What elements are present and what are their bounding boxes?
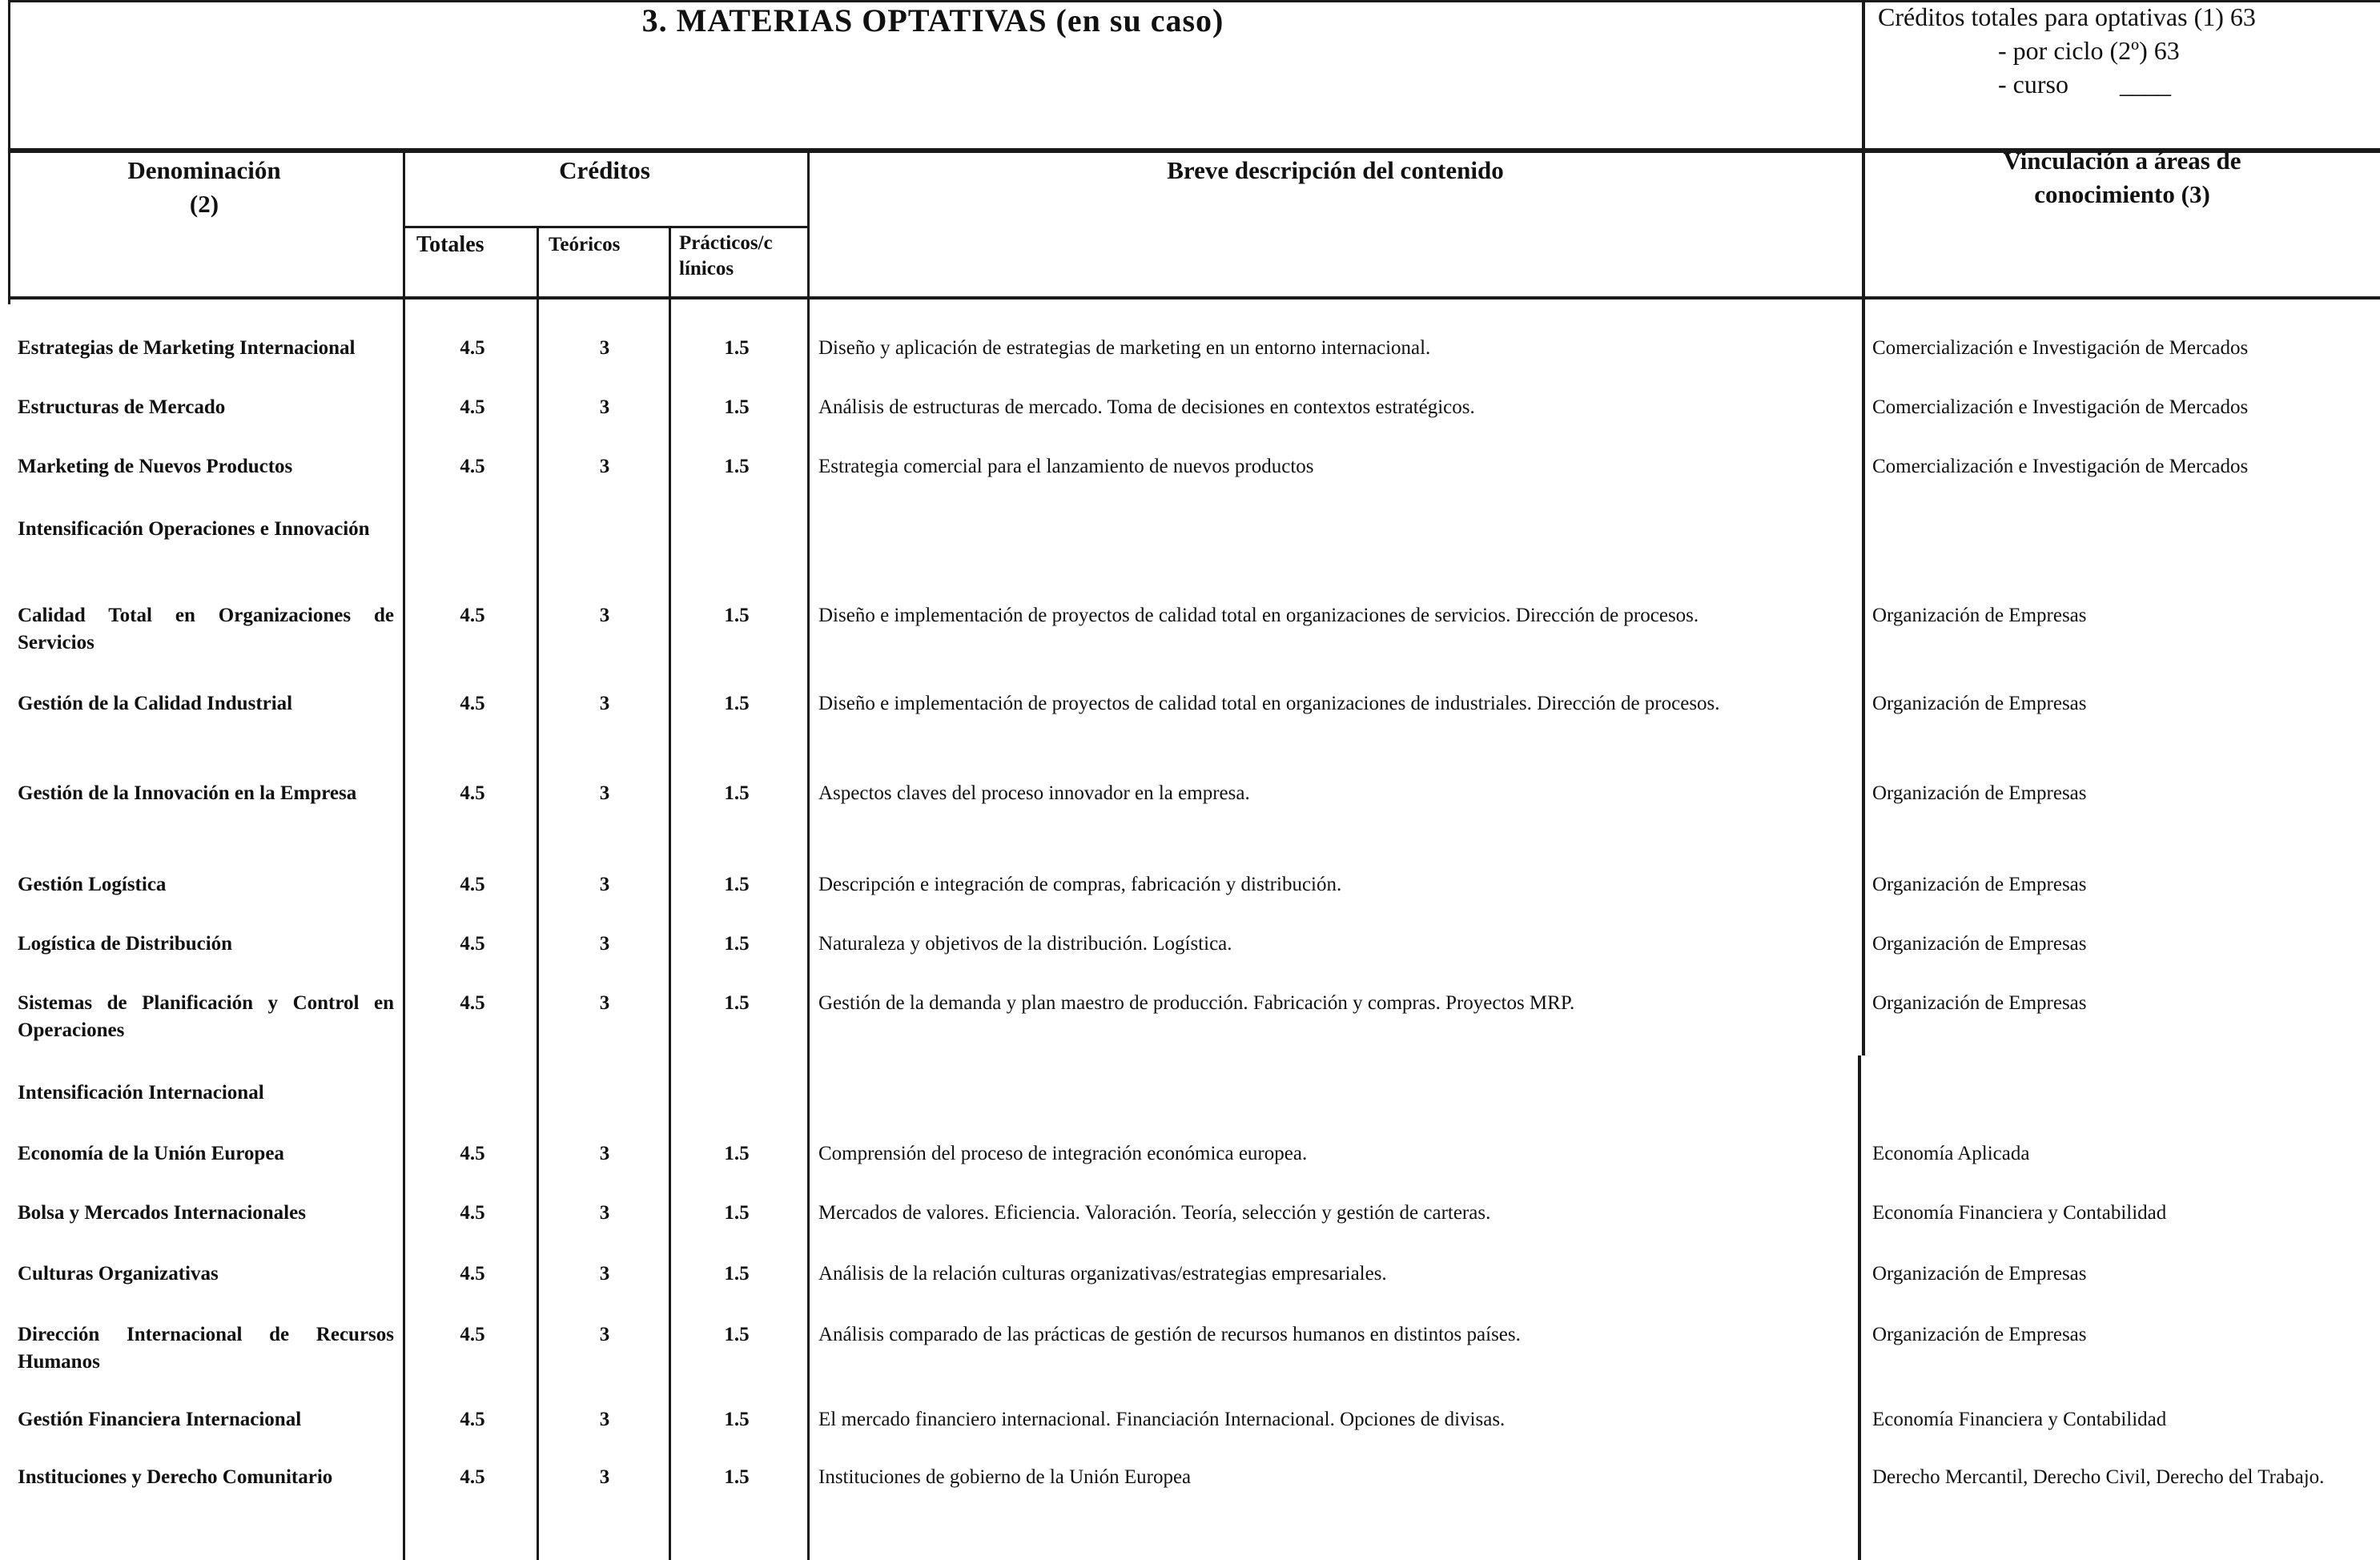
row-area-conocimiento: Derecho Mercantil, Derecho Civil, Derecho del Trabajo.: [1872, 1466, 2325, 1488]
row-creditos-practicos: 1.5: [724, 782, 750, 804]
col-line-5b: [1858, 1055, 1861, 1560]
row-creditos-teoricos: 3: [599, 605, 610, 626]
row-creditos-practicos: 1.5: [724, 337, 750, 359]
row-descripcion: Análisis de estructuras de mercado. Toma de decisiones en contextos estratégicos.: [818, 396, 1475, 418]
row-descripcion: Estrategia comercial para el lanzamiento de nuevos productos: [818, 456, 1314, 477]
row-creditos-totales: 4.5: [460, 337, 485, 359]
col-header-denominacion-note: (2): [189, 190, 219, 218]
row-area-conocimiento: Comercialización e Investigación de Mercados: [1872, 396, 2249, 418]
row-denominacion: Calidad Total en Organizaciones de Servicios: [18, 605, 394, 653]
col-header-practicos-line1: Prácticos/c: [679, 232, 773, 254]
row-denominacion: Marketing de Nuevos Productos: [18, 456, 293, 477]
row-creditos-practicos: 1.5: [724, 693, 750, 714]
row-denominacion: Bolsa y Mercados Internacionales: [18, 1202, 306, 1224]
row-creditos-totales: 4.5: [460, 782, 485, 804]
row-denominacion: Gestión de la Innovación en la Empresa: [18, 782, 357, 804]
col-line-1: [403, 151, 405, 1560]
row-creditos-totales: 4.5: [460, 992, 485, 1014]
col-header-vinculacion-line1: Vinculación a áreas de: [2003, 147, 2241, 175]
row-creditos-teoricos: 3: [599, 1143, 610, 1164]
row-creditos-practicos: 1.5: [724, 1409, 750, 1430]
credits-cycle: - por ciclo (2º) 63: [1998, 36, 2180, 65]
row-denominacion: Sistemas de Planificación y Control en Operaciones: [18, 992, 394, 1041]
row-creditos-teoricos: 3: [599, 992, 610, 1014]
row-creditos-teoricos: 3: [599, 693, 610, 714]
col-header-descripcion: Breve descripción del contenido: [1167, 156, 1504, 184]
header-bottom-divider: [8, 296, 2380, 300]
row-area-conocimiento: Organización de Empresas: [1872, 693, 2087, 714]
row-creditos-totales: 4.5: [460, 1409, 485, 1430]
col-header-creditos: Créditos: [559, 156, 650, 184]
col-header-denominacion-label: Denominación: [127, 156, 281, 184]
credits-summary: [1878, 0, 2256, 101]
row-creditos-totales: 4.5: [460, 396, 485, 418]
row-creditos-totales: 4.5: [460, 1202, 485, 1224]
row-descripcion: Comprensión del proceso de integración económica europea.: [818, 1143, 1308, 1164]
row-creditos-totales: 4.5: [460, 1263, 485, 1285]
row-creditos-totales: 4.5: [460, 1324, 485, 1345]
credits-course: [1878, 67, 2256, 101]
row-creditos-practicos: 1.5: [724, 933, 750, 955]
row-descripcion: El mercado financiero internacional. Financiación Internacional. Opciones de divisas.: [818, 1409, 1506, 1430]
row-area-conocimiento: Organización de Empresas: [1872, 782, 2087, 804]
row-creditos-practicos: 1.5: [724, 1466, 750, 1488]
row-creditos-totales: 4.5: [460, 1466, 485, 1488]
row-area-conocimiento: Organización de Empresas: [1872, 933, 2087, 955]
row-denominacion: Gestión Financiera Internacional: [18, 1409, 302, 1430]
col-line-4: [807, 151, 810, 1560]
row-creditos-totales: 4.5: [460, 693, 485, 714]
row-creditos-teoricos: 3: [599, 933, 610, 955]
col-line-3: [669, 227, 671, 1560]
col-header-totales: Totales: [416, 232, 484, 257]
row-denominacion: Estrategias de Marketing Internacional: [18, 337, 356, 359]
row-creditos-teoricos: 3: [599, 456, 610, 477]
row-area-conocimiento: Organización de Empresas: [1872, 992, 2087, 1014]
credits-subheader-divider: [403, 226, 809, 228]
row-creditos-practicos: 1.5: [724, 1324, 750, 1345]
col-line-2: [537, 227, 539, 1560]
row-creditos-teoricos: 3: [599, 782, 610, 804]
row-denominacion: Economía de la Unión Europea: [18, 1143, 284, 1164]
row-denominacion: Estructuras de Mercado: [18, 396, 226, 418]
credits-course-value: ____: [2119, 70, 2171, 99]
row-creditos-practicos: 1.5: [724, 992, 750, 1014]
col-line-5: [1862, 0, 1865, 1055]
row-area-conocimiento: Organización de Empresas: [1872, 1324, 2087, 1345]
row-area-conocimiento: Economía Financiera y Contabilidad: [1872, 1409, 2167, 1430]
row-creditos-totales: 4.5: [460, 933, 485, 955]
col-header-practicos: [679, 231, 773, 282]
row-descripcion: Diseño y aplicación de estrategias de marketing en un entorno internacional.: [818, 337, 1431, 359]
row-descripcion: Instituciones de gobierno de la Unión Europea: [818, 1466, 1192, 1488]
credits-total: Créditos totales para optativas (1) 63: [1878, 2, 2256, 31]
row-creditos-teoricos: 3: [599, 1466, 610, 1488]
row-descripcion: Análisis comparado de las prácticas de gestión de recursos humanos en distintos países.: [818, 1324, 1521, 1345]
row-area-conocimiento: Economía Financiera y Contabilidad: [1872, 1202, 2167, 1224]
row-descripcion: Aspectos claves del proceso innovador en la empresa.: [818, 782, 1250, 804]
row-creditos-totales: 4.5: [460, 874, 485, 895]
row-descripcion: Mercados de valores. Eficiencia. Valoración. Teoría, selección y gestión de carteras.: [818, 1202, 1491, 1224]
row-creditos-totales: 4.5: [460, 605, 485, 626]
row-denominacion: Intensificación Internacional: [18, 1082, 264, 1104]
row-creditos-teoricos: 3: [599, 1324, 610, 1345]
row-creditos-totales: 4.5: [460, 456, 485, 477]
row-descripcion: Diseño e implementación de proyectos de calidad total en organizaciones de servicios. Dirección de procesos.: [818, 605, 1699, 626]
col-header-teoricos: Teóricos: [549, 234, 621, 255]
row-descripcion: Descripción e integración de compras, fabricación y distribución.: [818, 874, 1342, 895]
row-creditos-practicos: 1.5: [724, 1143, 750, 1164]
col-header-vinculacion: [1866, 144, 2378, 211]
row-descripcion: Análisis de la relación culturas organizativas/estrategias empresariales.: [818, 1263, 1387, 1285]
row-creditos-teoricos: 3: [599, 1202, 610, 1224]
row-descripcion: Gestión de la demanda y plan maestro de producción. Fabricación y compras. Proyectos MRP.: [818, 992, 1575, 1014]
row-creditos-practicos: 1.5: [724, 1263, 750, 1285]
col-header-practicos-line2: línicos: [679, 258, 734, 279]
row-area-conocimiento: Economía Aplicada: [1872, 1143, 2030, 1164]
row-area-conocimiento: Organización de Empresas: [1872, 874, 2087, 895]
row-creditos-practicos: 1.5: [724, 456, 750, 477]
row-creditos-totales: 4.5: [460, 1143, 485, 1164]
row-creditos-practicos: 1.5: [724, 1202, 750, 1224]
row-creditos-practicos: 1.5: [724, 605, 750, 626]
page-title: 3. MATERIAS OPTATIVAS (en su caso): [641, 2, 1224, 38]
row-creditos-teoricos: 3: [599, 1263, 610, 1285]
row-area-conocimiento: Organización de Empresas: [1872, 1263, 2087, 1285]
row-creditos-teoricos: 3: [599, 396, 610, 418]
row-denominacion: Intensificación Operaciones e Innovación: [18, 518, 370, 540]
row-descripcion: Naturaleza y objetivos de la distribución. Logística.: [818, 933, 1232, 955]
row-denominacion: Logística de Distribución: [18, 933, 233, 955]
row-creditos-practicos: 1.5: [724, 874, 750, 895]
row-denominacion: Instituciones y Derecho Comunitario: [18, 1466, 333, 1488]
row-denominacion: Dirección Internacional de Recursos Humanos: [18, 1324, 394, 1373]
col-header-denominacion: [8, 154, 400, 221]
col-header-vinculacion-line2: conocimiento (3): [2034, 180, 2210, 208]
row-creditos-teoricos: 3: [599, 874, 610, 895]
credits-course-label: - curso: [1998, 70, 2068, 99]
row-area-conocimiento: Comercialización e Investigación de Mercados: [1872, 337, 2249, 359]
row-creditos-practicos: 1.5: [724, 396, 750, 418]
row-area-conocimiento: Organización de Empresas: [1872, 605, 2087, 626]
row-descripcion: Diseño e implementación de proyectos de calidad total en organizaciones de industriales. Dirección de procesos.: [818, 693, 1720, 714]
row-denominacion: Culturas Organizativas: [18, 1263, 219, 1285]
row-creditos-teoricos: 3: [599, 337, 610, 359]
row-denominacion: Gestión de la Calidad Industrial: [18, 693, 293, 714]
row-area-conocimiento: Comercialización e Investigación de Mercados: [1872, 456, 2249, 477]
row-creditos-teoricos: 3: [599, 1409, 610, 1430]
row-denominacion: Gestión Logística: [18, 874, 167, 895]
